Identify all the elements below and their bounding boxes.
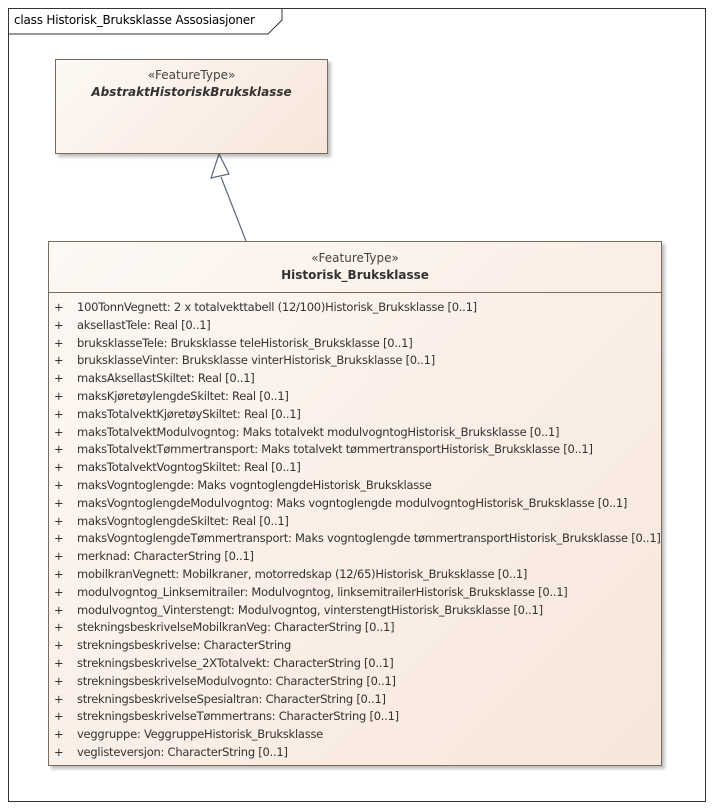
- attribute-visibility: +: [54, 744, 64, 759]
- attribute-row[interactable]: [49, 459, 661, 477]
- attribute-row[interactable]: [49, 299, 661, 317]
- attribute-row[interactable]: [49, 424, 661, 442]
- attribute-visibility: +: [54, 460, 64, 475]
- attribute-visibility: +: [54, 531, 64, 546]
- attribute-text: maksVogntoglengdeSkiltet: Real [0..1]: [77, 513, 289, 528]
- attribute-text: veglisteversjon: CharacterString [0..1]: [77, 744, 288, 759]
- attribute-visibility: +: [54, 513, 64, 528]
- attribute-text: 100TonnVegnett: 2 x totalvekttabell (12/100)Historisk_Bruksklasse [0..1]: [77, 300, 477, 314]
- attribute-visibility: +: [54, 442, 64, 457]
- attribute-visibility: +: [54, 300, 64, 314]
- attribute-row[interactable]: [49, 352, 661, 370]
- attribute-row[interactable]: [49, 441, 661, 459]
- attribute-row[interactable]: [49, 673, 661, 691]
- attribute-visibility: +: [54, 566, 64, 581]
- attribute-visibility: +: [54, 477, 64, 492]
- generalization-arrowhead: [211, 154, 229, 178]
- diagram-title: class Historisk_Bruksklasse Assosiasjoner: [14, 13, 255, 27]
- attribute-visibility: +: [54, 602, 64, 617]
- attribute-text: strekningsbeskrivelse_2XTotalvekt: CharacterString [0..1]: [77, 655, 394, 670]
- attribute-text: maksKjøretøylengdeSkiltet: Real [0..1]: [77, 388, 289, 403]
- attribute-visibility: +: [54, 709, 64, 724]
- attribute-list: [49, 299, 661, 762]
- attribute-visibility: +: [54, 655, 64, 670]
- attribute-text: maksTotalvektKjøretøySkiltet: Real [0..1]: [77, 406, 301, 421]
- attribute-text: stekningsbeskrivelseMobilkranVeg: CharacterString [0..1]: [77, 620, 395, 635]
- attribute-visibility: +: [54, 371, 64, 386]
- attribute-row[interactable]: [49, 566, 661, 584]
- attribute-text: veggruppe: VeggruppeHistorisk_Bruksklasse: [77, 727, 324, 742]
- attribute-text: mobilkranVegnett: Mobilkraner, motorredskap (12/65)Historisk_Bruksklasse [0..1]: [77, 566, 528, 581]
- attribute-row[interactable]: [49, 602, 661, 620]
- attribute-row[interactable]: [49, 548, 661, 566]
- attribute-row[interactable]: [49, 406, 661, 424]
- class-historisk-bruksklasse[interactable]: [48, 241, 662, 766]
- attribute-text: bruksklasseVinter: Bruksklasse vinterHistorisk_Bruksklasse [0..1]: [77, 353, 435, 368]
- attribute-visibility: +: [54, 353, 64, 368]
- attribute-text: maksTotalvektTømmertransport: Maks totalvekt tømmertransportHistorisk_Bruksklasse [0..1]: [77, 442, 593, 457]
- main-class-name: Historisk_Bruksklasse: [281, 268, 429, 282]
- attribute-text: merknad: CharacterString [0..1]: [77, 549, 254, 564]
- attribute-visibility: +: [54, 335, 64, 350]
- attribute-row[interactable]: [49, 370, 661, 388]
- attribute-compartment-divider: [49, 292, 661, 293]
- attribute-row[interactable]: [49, 335, 661, 353]
- attribute-visibility: +: [54, 727, 64, 742]
- attribute-text: strekningsbeskrivelseSpesialtran: CharacterString [0..1]: [77, 691, 386, 706]
- attribute-row[interactable]: [49, 317, 661, 335]
- attribute-row[interactable]: [49, 388, 661, 406]
- generalization-line: [221, 177, 246, 241]
- attribute-text: maksVogntoglengde: Maks vogntoglengdeHistorisk_Bruksklasse: [77, 477, 432, 492]
- attribute-row[interactable]: [49, 513, 661, 531]
- attribute-visibility: +: [54, 638, 64, 653]
- attribute-visibility: +: [54, 406, 64, 421]
- attribute-row[interactable]: [49, 708, 661, 726]
- attribute-visibility: +: [54, 691, 64, 706]
- attribute-visibility: +: [54, 620, 64, 635]
- attribute-row[interactable]: [49, 584, 661, 602]
- attribute-text: modulvogntog_Vinterstengt: Modulvogntog, vinterstengtHistorisk_Bruksklasse [0..1]: [77, 602, 543, 617]
- attribute-row[interactable]: [49, 726, 661, 744]
- attribute-row[interactable]: [49, 691, 661, 709]
- attribute-text: maksVogntoglengdeModulvogntog: Maks vogntoglengde modulvogntogHistorisk_Bruksklasse [0..1]: [77, 495, 628, 510]
- attribute-row[interactable]: [49, 619, 661, 637]
- attribute-row[interactable]: [49, 477, 661, 495]
- attribute-visibility: +: [54, 388, 64, 403]
- attribute-row[interactable]: [49, 530, 661, 548]
- attribute-text: maksTotalvektVogntogSkiltet: Real [0..1]: [77, 460, 301, 475]
- attribute-row[interactable]: [49, 744, 661, 762]
- attribute-visibility: +: [54, 317, 64, 332]
- attribute-text: strekningsbeskrivelseModulvognto: CharacterString [0..1]: [77, 673, 396, 688]
- attribute-visibility: +: [54, 584, 64, 599]
- attribute-text: modulvogntog_Linksemitrailer: Modulvogntog, linksemitrailerHistorisk_Bruksklasse [0..1]: [77, 584, 568, 599]
- attribute-text: strekningsbeskrivelseTømmertrans: CharacterString [0..1]: [77, 709, 399, 724]
- attribute-row[interactable]: [49, 495, 661, 513]
- attribute-text: maksAksellastSkiltet: Real [0..1]: [77, 371, 255, 386]
- main-class-stereotype: «FeatureType»: [311, 251, 399, 265]
- class-abstrakt-historisk-bruksklasse[interactable]: [55, 59, 328, 154]
- attribute-visibility: +: [54, 495, 64, 510]
- attribute-text: maksVogntoglengdeTømmertransport: Maks vogntoglengde tømmertransportHistorisk_Bruksklasse [0..1]: [77, 531, 661, 546]
- abstract-class-name: AbstraktHistoriskBruksklasse: [91, 85, 292, 99]
- attribute-visibility: +: [54, 424, 64, 439]
- abstract-class-stereotype: «FeatureType»: [147, 68, 236, 82]
- attribute-text: aksellastTele: Real [0..1]: [77, 317, 211, 332]
- attribute-text: maksTotalvektModulvogntog: Maks totalvekt modulvogntogHistorisk_Bruksklasse [0..1]: [77, 424, 560, 439]
- attribute-row[interactable]: [49, 655, 661, 673]
- attribute-row[interactable]: [49, 637, 661, 655]
- attribute-text: strekningsbeskrivelse: CharacterString: [77, 638, 291, 653]
- attribute-visibility: +: [54, 673, 64, 688]
- attribute-text: bruksklasseTele: Bruksklasse teleHistorisk_Bruksklasse [0..1]: [77, 335, 413, 350]
- attribute-visibility: +: [54, 549, 64, 564]
